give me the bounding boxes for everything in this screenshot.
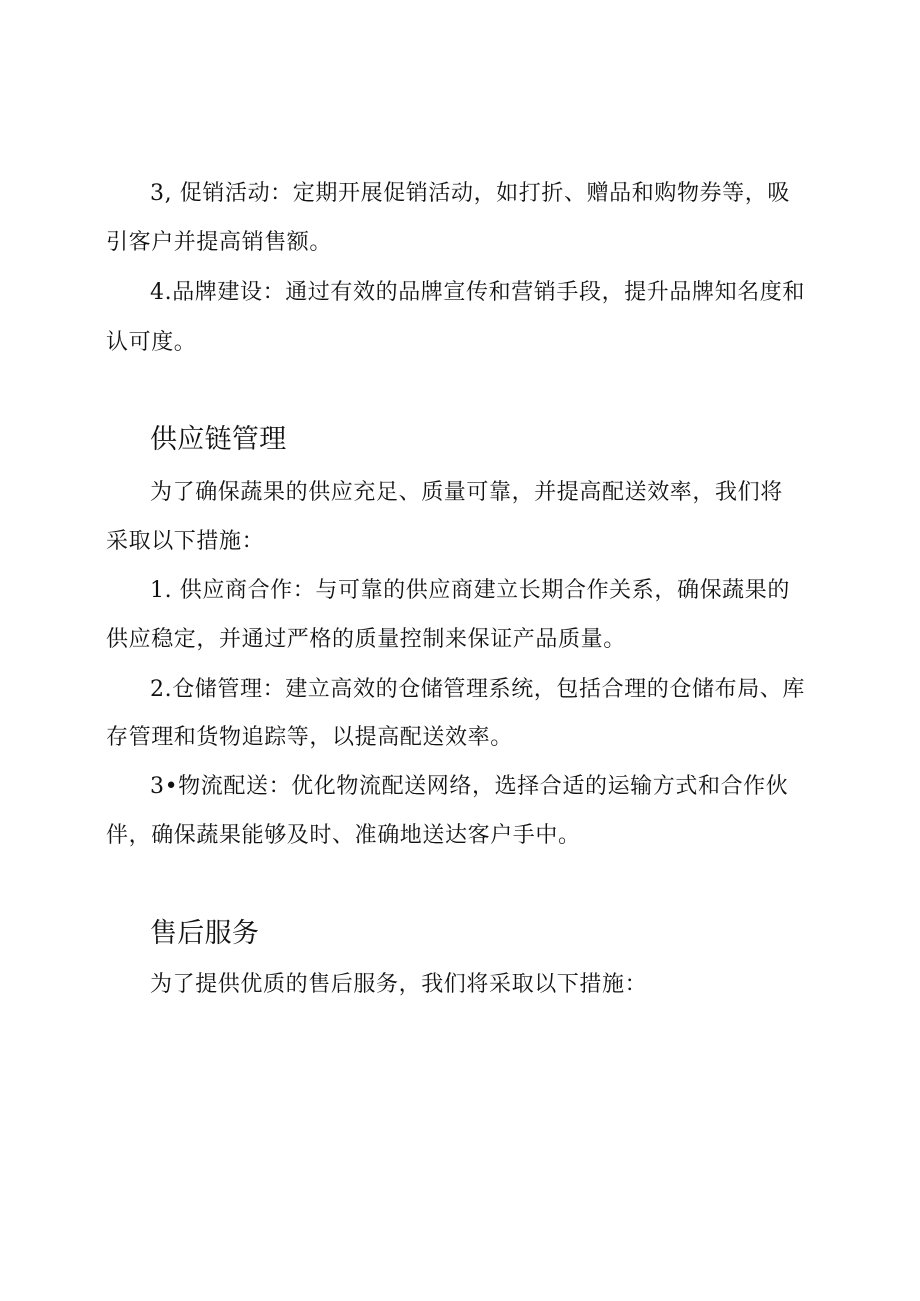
after-sales-heading: 售后服务 (150, 918, 260, 949)
after-sales-intro-line-1: 为了提供优质的售后服务，我们将采取以下措施： (150, 972, 648, 997)
supply-chain-item-1-line-1: 1. 供应商合作：与可靠的供应商建立长期合作关系，确保蔬果的 (150, 578, 790, 603)
supply-chain-heading: 供应链管理 (150, 424, 287, 455)
supply-chain-item-2-line-2: 存管理和货物追踪等，以提高配送效率。 (106, 725, 513, 750)
marketing-item-4-line-1: 4.品牌建设：通过有效的品牌宣传和营销手段，提升品牌知名度和 (150, 280, 805, 305)
supply-chain-item-2-line-1: 2.仓储管理：建立高效的仓储管理系统，包括合理的仓储布局、库 (150, 677, 805, 702)
supply-chain-item-3-line-1: 3•物流配送：优化物流配送网络，选择合适的运输方式和合作伙 (150, 774, 789, 799)
supply-chain-intro-line-2: 采取以下措施： (106, 529, 265, 554)
marketing-item-4-line-2: 认可度。 (106, 330, 197, 355)
supply-chain-item-3-line-2: 伴，确保蔬果能够及时、准确地送达客户手中。 (106, 823, 581, 848)
supply-chain-item-1-line-2: 供应稳定，并通过严格的质量控制来保证产品质量。 (106, 627, 626, 652)
marketing-item-3-line-1: 3, 促销活动：定期开展促销活动，如打折、赠品和购物券等，吸 (150, 181, 790, 206)
supply-chain-intro-line-1: 为了确保蔬果的供应充足、质量可靠，并提高配送效率，我们将 (150, 480, 783, 505)
marketing-item-3-line-2: 引客户并提高销售额。 (106, 230, 333, 255)
